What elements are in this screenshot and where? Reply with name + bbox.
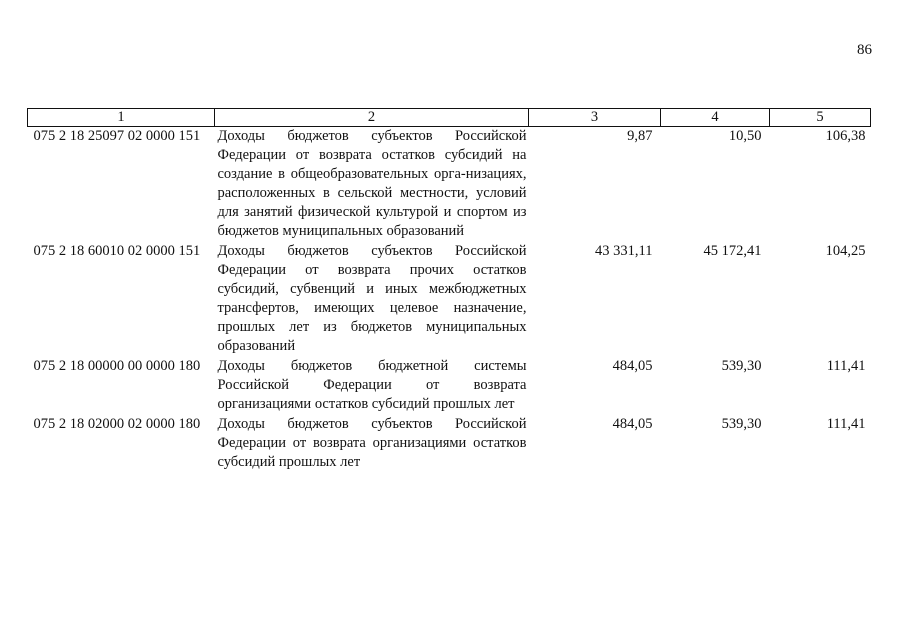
value-col4: 10,50 [728, 128, 762, 144]
table-row [28, 127, 871, 243]
value-col5: 111,41 [826, 416, 866, 432]
table-row [28, 357, 871, 415]
table-row [28, 242, 871, 357]
row-description: Доходы бюджетов бюджетной системы Российской Федерации от возврата организациями остатков субсидий прошлых лет [217, 358, 527, 412]
value-col5: 104,25 [825, 243, 866, 259]
value-col3: 9,87 [627, 128, 653, 144]
budget-code: 075 2 18 02000 02 0000 180 [33, 416, 201, 432]
budget-code: 075 2 18 00000 00 0000 180 [33, 358, 201, 374]
budget-revenue-table [27, 108, 871, 473]
value-col4: 45 172,41 [703, 243, 762, 259]
value-col3: 484,05 [612, 416, 653, 432]
header-row [28, 109, 871, 127]
value-col4: 539,30 [721, 358, 762, 374]
column-header-5: 5 [770, 109, 871, 127]
column-header-3: 3 [529, 109, 661, 127]
column-header-4: 4 [661, 109, 770, 127]
row-description: Доходы бюджетов субъектов Российской Федерации от возврата остатков субсидий на создание в общеобразовательных орга-низациях, расположенных в сельской местности, условий для занятий физической культурой и спортом из бюджетов муниципальных образований [217, 128, 527, 239]
value-col3: 484,05 [612, 358, 653, 374]
value-col5: 111,41 [826, 358, 866, 374]
budget-code: 075 2 18 60010 02 0000 151 [33, 243, 201, 259]
value-col4: 539,30 [721, 416, 762, 432]
page-number: 86 [857, 42, 872, 58]
table-row [28, 415, 871, 473]
row-description: Доходы бюджетов субъектов Российской Федерации от возврата прочих остатков субсидий, субвенций и иных межбюджетных трансфертов, имеющих целевое назначение, прошлых лет из бюджетов муниципальных образований [217, 243, 527, 354]
value-col5: 106,38 [825, 128, 866, 144]
budget-code: 075 2 18 25097 02 0000 151 [33, 128, 201, 144]
value-col3: 43 331,11 [595, 243, 653, 259]
column-header-2: 2 [215, 109, 529, 127]
row-description: Доходы бюджетов субъектов Российской Федерации от возврата организациями остатков субсидий прошлых лет [217, 416, 527, 470]
column-header-1: 1 [28, 109, 215, 127]
